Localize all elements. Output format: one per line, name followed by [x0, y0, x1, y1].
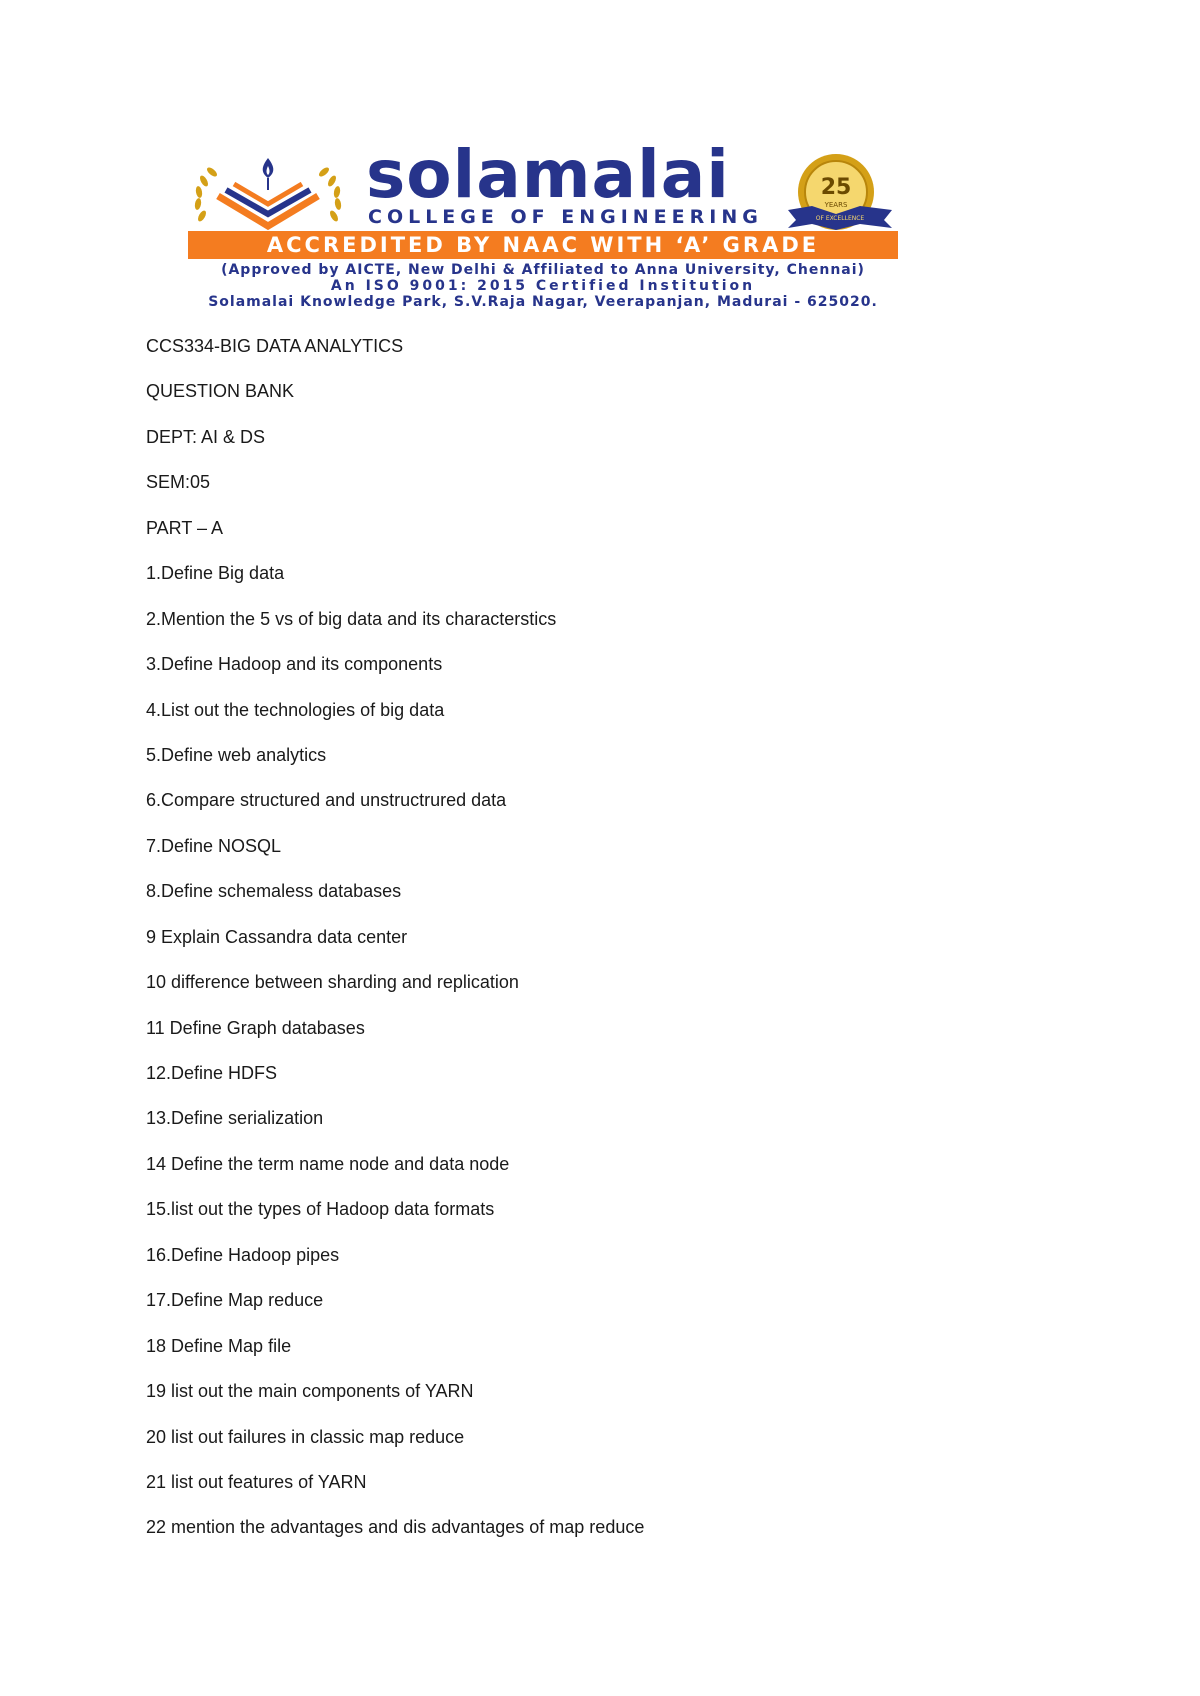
- college-emblem-icon: [188, 156, 348, 236]
- question-item: 17.Define Map reduce: [146, 1290, 324, 1311]
- college-name: solamalai: [366, 136, 730, 213]
- question-item: 2.Mention the 5 vs of big data and its characterstics: [146, 608, 557, 629]
- iso-line: An ISO 9001: 2015 Certified Institution: [330, 278, 756, 294]
- question-item: 21 list out features of YARN: [146, 1471, 367, 1492]
- document-type: QUESTION BANK: [146, 381, 295, 402]
- seal-number: 25: [820, 175, 852, 200]
- question-item: 6.Compare structured and unstructrured data: [146, 790, 507, 811]
- question-item: 1.Define Big data: [146, 563, 285, 584]
- question-item: 9 Explain Cassandra data center: [146, 926, 408, 947]
- question-item: 4.List out the technologies of big data: [146, 699, 445, 720]
- department: DEPT: AI & DS: [146, 426, 266, 447]
- address-line: Solamalai Knowledge Park, S.V.Raja Nagar, Veerapanjan, Madurai - 625020.: [208, 294, 878, 310]
- seal-label: YEARS: [824, 201, 848, 209]
- seal-ribbon-text: OF EXCELLENCE: [815, 215, 865, 222]
- semester: SEM:05: [146, 472, 211, 493]
- question-item: 18 Define Map file: [146, 1335, 292, 1356]
- question-item: 14 Define the term name node and data node: [146, 1153, 510, 1174]
- question-item: 19 list out the main components of YARN: [146, 1381, 474, 1402]
- question-item: 15.list out the types of Hadoop data formats: [146, 1199, 495, 1220]
- question-item: 7.Define NOSQL: [146, 835, 282, 856]
- question-item: 12.Define HDFS: [146, 1063, 278, 1083]
- approval-line: (Approved by AICTE, New Delhi & Affiliated to Anna University, Chennai): [221, 262, 865, 278]
- question-item: 8.Define schemaless databases: [146, 881, 402, 902]
- college-letterhead: [188, 136, 898, 310]
- accreditation-banner: ACCREDITED BY NAAC WITH ‘A’ GRADE: [188, 231, 898, 259]
- question-item: 22 mention the advantages and dis advantages of map reduce: [146, 1517, 645, 1538]
- question-item: 3.Define Hadoop and its components: [146, 654, 443, 675]
- question-item: 10 difference between sharding and replication: [146, 972, 519, 993]
- question-bank-content: [146, 336, 1106, 1563]
- question-item: 11 Define Graph databases: [146, 1017, 365, 1038]
- course-title: CCS334-BIG DATA ANALYTICS: [146, 336, 404, 356]
- question-item: 5.Define web analytics: [146, 744, 327, 765]
- anniversary-seal-icon: [784, 150, 898, 240]
- question-item: 13.Define serialization: [146, 1108, 324, 1129]
- question-item: 16.Define Hadoop pipes: [146, 1244, 340, 1265]
- question-item: 20 list out failures in classic map reduce: [146, 1426, 465, 1447]
- part-heading: PART – A: [146, 517, 224, 538]
- college-subtitle: COLLEGE OF ENGINEERING: [368, 206, 763, 228]
